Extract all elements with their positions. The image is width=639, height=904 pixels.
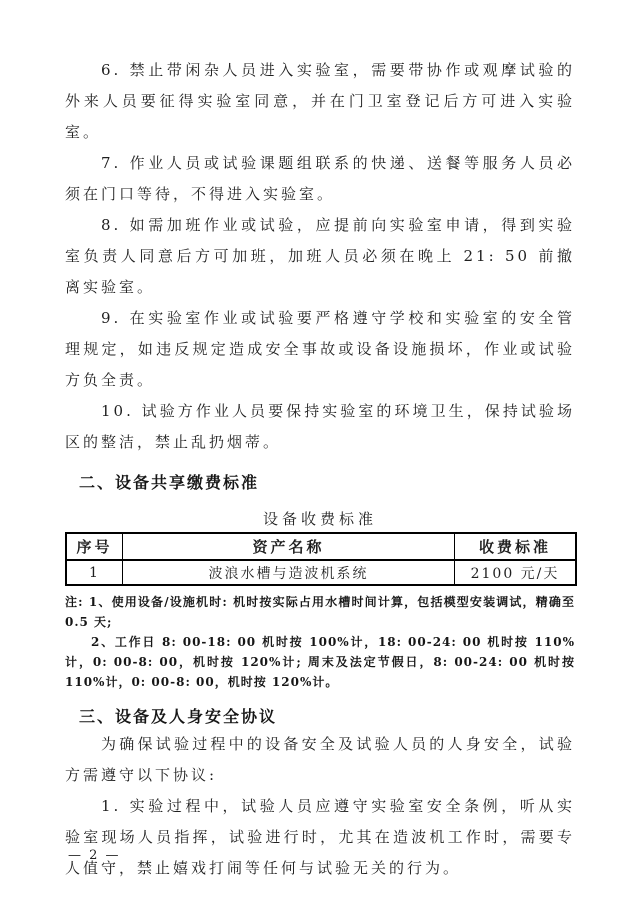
fee-table-header-asset: 资产名称 — [123, 533, 455, 560]
fee-table-header-index: 序号 — [66, 533, 123, 560]
rule-item-7: 7. 作业人员或试验课题组联系的快递、送餐等服务人员必须在门口等待，不得进入实验室。 — [65, 154, 575, 203]
section-fee-heading: 二、设备共享缴费标准 — [79, 473, 260, 492]
fee-note-2: 2、工作日 8: 00-18: 00 机时按 100%计，18: 00-24: 00 机时按 110%计，0: 00-8: 00，机时按 120%计; 周末及法定节假日，8: 00-24: 00 机时按 110%计，0: 00-8: 00，机时按 120%计。 — [65, 635, 575, 689]
fee-table-header-row — [66, 533, 576, 560]
fee-row-fee: 2100 元/天 — [455, 560, 577, 585]
fee-note-1: 注: 1、使用设备/设施机时: 机时按实际占用水槽时间计算，包括模型安装调试，精确至 0.5 天; — [65, 595, 575, 629]
fee-row-index: 1 — [66, 560, 123, 585]
rule-item-9: 9. 在实验室作业或试验要严格遵守学校和实验室的安全管理规定，如违反规定造成安全事故或设备设施损坏，作业或试验方负全责。 — [65, 309, 575, 389]
rule-item-6: 6. 禁止带闲杂人员进入实验室，需要带协作或观摩试验的外来人员要征得实验室同意，并在门卫室登记后方可进入实验室。 — [65, 61, 575, 141]
fee-table-header-fee: 收费标准 — [455, 533, 577, 560]
safety-item-1: 1. 实验过程中，试验人员应遵守实验室安全条例，听从实验室现场人员指挥，试验进行时，尤其在造波机工作时，需要专人值守，禁止嬉戏打闹等任何与试验无关的行为。 — [65, 797, 575, 877]
page-content — [65, 55, 575, 884]
safety-intro-paragraph: 为确保试验过程中的设备安全及试验人员的人身安全，试验方需遵守以下协议: — [65, 735, 575, 784]
page-number: — 2 — — [68, 848, 121, 863]
rule-item-10: 10. 试验方作业人员要保持实验室的环境卫生，保持试验场区的整洁，禁止乱扔烟蒂。 — [65, 402, 575, 451]
fee-table — [65, 532, 577, 586]
table-row — [66, 560, 576, 585]
rule-item-8: 8. 如需加班作业或试验，应提前向实验室申请，得到实验室负责人同意后方可加班，加班人员必须在晚上 21: 50 前撤离实验室。 — [65, 216, 575, 296]
fee-table-title: 设备收费标准 — [262, 510, 377, 528]
fee-row-asset-name: 波浪水槽与造波机系统 — [123, 560, 455, 585]
section-safety-heading: 三、设备及人身安全协议 — [79, 707, 278, 726]
